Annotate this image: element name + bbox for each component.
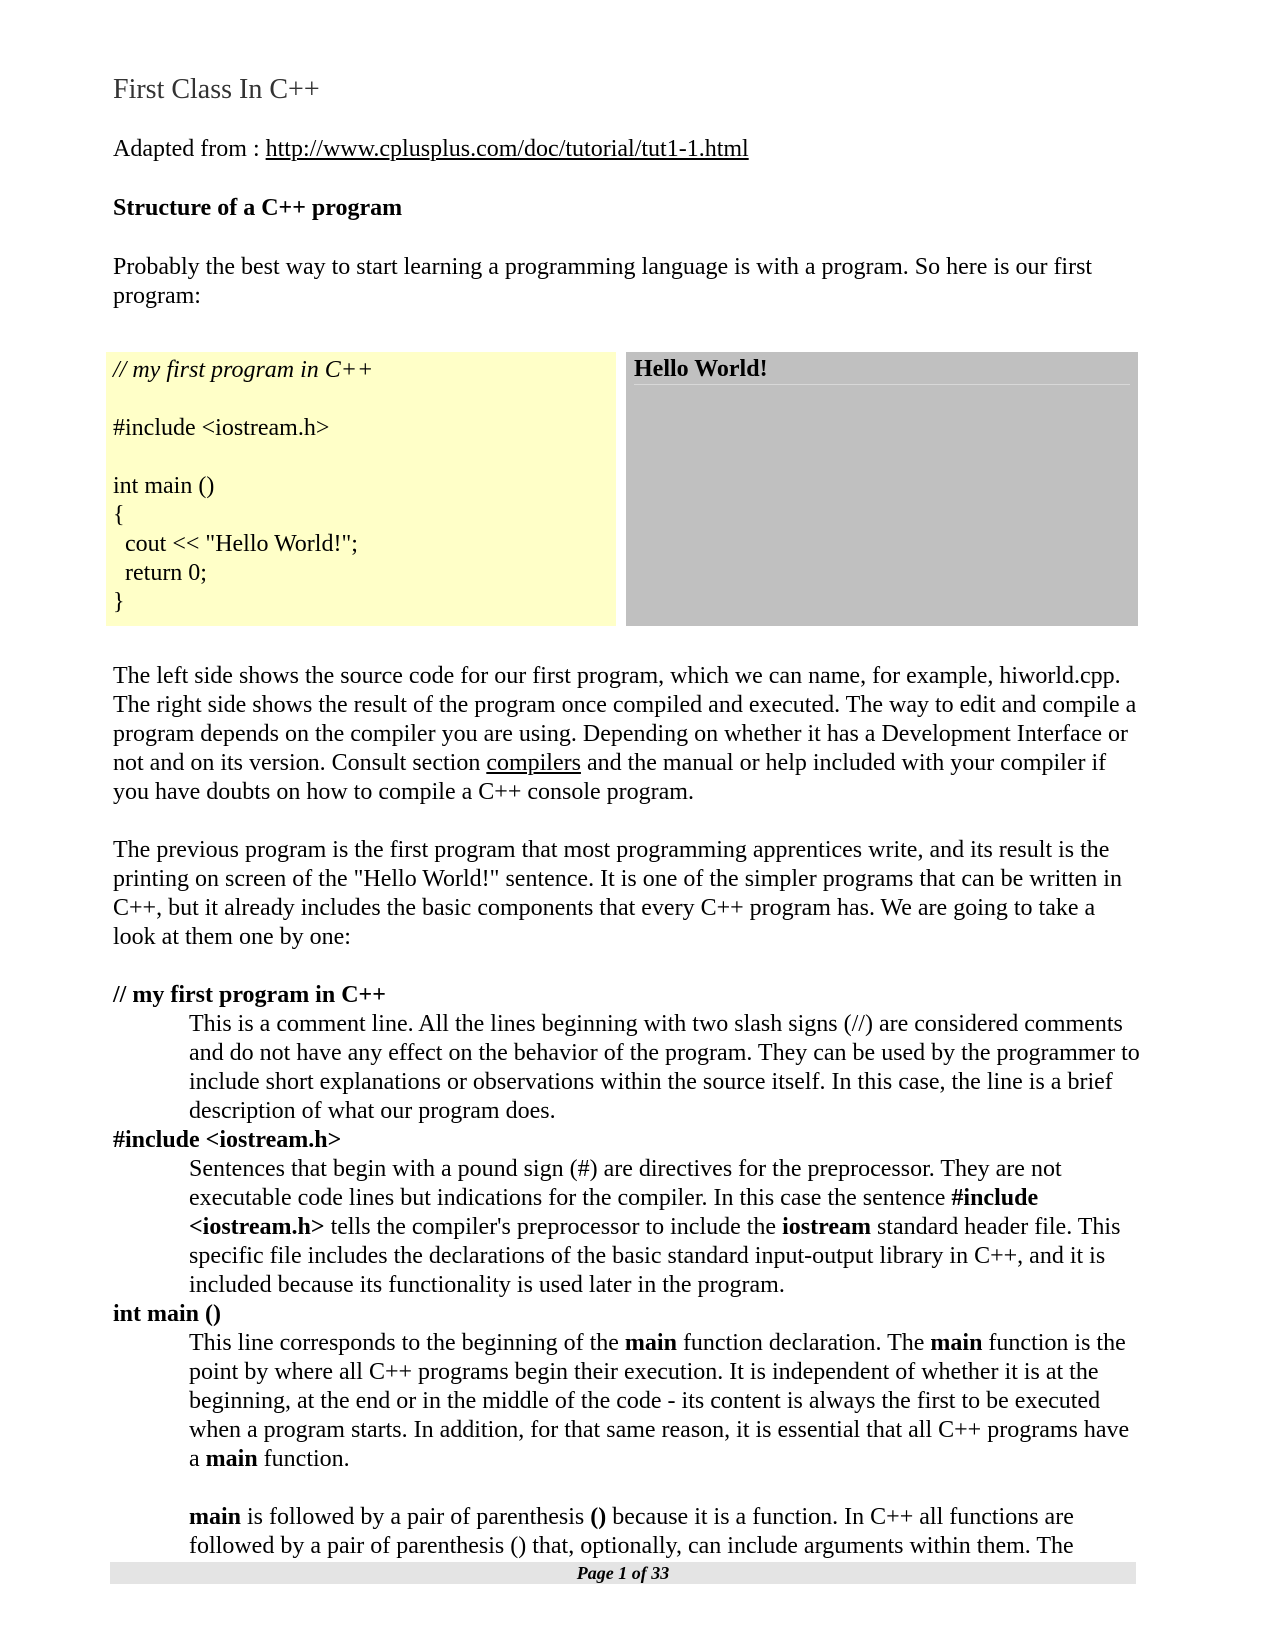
code-line-cout: cout << "Hello World!"; [113, 531, 358, 557]
intro-paragraph: Probably the best way to start learning a programming language is with a program. So here is our first program: [113, 254, 1093, 309]
para1-text-before: The left side shows the source code for our first program, which we can name, for example, hiworld.cpp. The right side shows the result of the program once compiled and executed. The way to edit and compile a program depends on the compiler you are using. Depending on whether it has a Development Interface or not and on its version. Consult section [113, 663, 1137, 776]
code-line-main: int main () [113, 473, 215, 499]
term-main: int main () [113, 1301, 221, 1327]
source-link[interactable]: http://www.cplusplus.com/doc/tutorial/tut1-1.html [265, 136, 749, 162]
program-output-box [626, 352, 1138, 626]
explanation-paragraph-1 [113, 662, 1138, 807]
component-definitions [113, 981, 1143, 1561]
desc-main-p2-text-2: because it is a function. In C++ all functions are followed by a pair of parenthesis () that, optionally, can include arguments within them. The [189, 1504, 1074, 1559]
desc-main-text-2: function declaration. The [676, 1330, 931, 1356]
page-footer: Page 1 of 33 [110, 1562, 1136, 1584]
explanation-paragraph-2: The previous program is the first program that most programming apprentices write, and its result is the printing on screen of the "Hello World!" sentence. It is one of the simpler programs that can be written in C++, but it already includes the basic components that every C++ program has. We are going to take a look at them one by one: [113, 837, 1122, 950]
desc-include [189, 1155, 1143, 1300]
output-divider [634, 384, 1130, 385]
desc-include-text-3: standard header file. This specific file includes the declarations of the basic standard input-output library in C++, and it is included because its functionality is used later in the program. [189, 1214, 1121, 1298]
page-title: First Class In C++ [113, 74, 320, 105]
code-line-close-brace: } [113, 589, 125, 615]
section-heading: Structure of a C++ program [113, 195, 403, 221]
desc-main-p2-bold-2: () [590, 1504, 607, 1530]
desc-include-text-2: tells the compiler's preprocessor to include the [324, 1214, 783, 1240]
desc-comment: This is a comment line. All the lines beginning with two slash signs (//) are considered comments and do not have any effect on the behavior of the program. They can be used by the programmer to include short explanations or observations within the source itself. In this case, the line is a brief description of what our program does. [189, 1011, 1140, 1124]
source-code-box [106, 352, 616, 626]
desc-include-bold-1: #include <iostream.h> [189, 1185, 1039, 1240]
desc-main-text-4: function. [257, 1446, 350, 1472]
code-line-include: #include <iostream.h> [113, 415, 330, 441]
desc-main-text-3: function is the point by where all C++ programs begin their execution. It is independent of whether it is at the beginning, at the end or in the middle of the code - its content is always the first to be executed when a program starts. In addition, for that same reason, it is essential that all C++ programs have a [189, 1330, 1130, 1472]
desc-main-p2-bold-1: main [189, 1504, 242, 1530]
program-output-text: Hello World! [634, 356, 768, 382]
compilers-link[interactable]: compilers [486, 750, 581, 776]
desc-include-bold-2: iostream [782, 1214, 871, 1240]
code-line-return: return 0; [113, 560, 207, 586]
desc-main-p2-text-1: is followed by a pair of parenthesis [241, 1504, 591, 1530]
para1-text-after: and the manual or help included with your compiler if you have doubts on how to compile a C++ console program. [113, 750, 1107, 805]
desc-main-bold-3: main [205, 1446, 258, 1472]
desc-main-paragraph-2 [189, 1503, 1143, 1561]
source-prefix: Adapted from : [113, 136, 266, 162]
desc-include-text-1: Sentences that begin with a pound sign (#) are directives for the preprocessor. They are not executable code lines but indications for the compiler. In this case the sentence [189, 1156, 1062, 1211]
code-line-open-brace: { [113, 502, 125, 528]
desc-main-bold-1: main [624, 1330, 677, 1356]
source-attribution [113, 136, 749, 163]
desc-main [189, 1329, 1143, 1474]
desc-main-text-1: This line corresponds to the beginning of the [189, 1330, 625, 1356]
desc-main-bold-2: main [930, 1330, 983, 1356]
term-include: #include <iostream.h> [113, 1127, 342, 1153]
code-line-comment: // my first program in C++ [113, 357, 374, 383]
term-comment: // my first program in C++ [113, 982, 386, 1008]
